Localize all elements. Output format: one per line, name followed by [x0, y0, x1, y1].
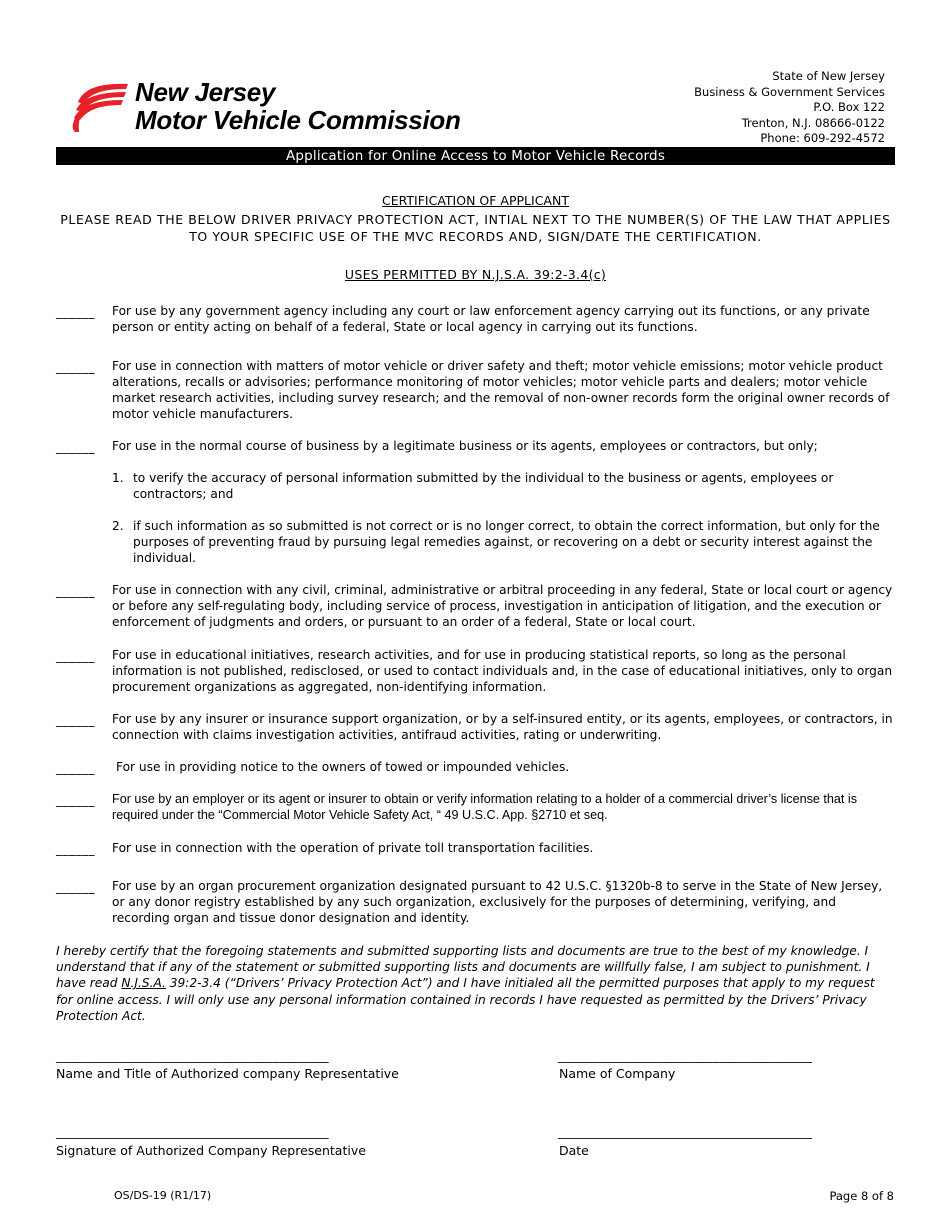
signature-line[interactable]: ____________________________________________: [56, 1125, 329, 1139]
address-line: Phone: 609-292-4572: [760, 131, 885, 145]
sub-item-number: 1.: [112, 471, 124, 485]
statute-reference: N.J.S.A.: [121, 976, 166, 991]
sub-item-text: to verify the accuracy of personal information submitted by the individual to the business or agents, employees or contractors; and: [133, 471, 834, 501]
use-text: For use in connection with the operation of private toll transportation facilities.: [112, 841, 594, 855]
certification-heading: CERTIFICATION OF APPLICANT: [382, 193, 569, 208]
address-line: State of New Jersey: [772, 69, 885, 83]
org-name-line2: Motor Vehicle Commission: [135, 105, 461, 135]
certification-statement: [56, 943, 886, 1024]
use-text: For use by an employer or its agent or insurer to obtain or verify information relating to a holder of a commercial driver’s license that is required under the “Commercial Motor Vehicle Safety Act, “ 49 U.S.C. App. §2710 et seq.: [112, 792, 858, 822]
address-line: P.O. Box 122: [813, 100, 885, 114]
use-text: For use by any insurer or insurance support organization, or by a self-insured entity, or its agents, employees, or contractors, in connection with claims investigation activities, antifraud activities, rating or underwriting.: [112, 712, 893, 742]
name-title-signature-line[interactable]: ____________________________________________: [56, 1049, 329, 1063]
certification-instructions: PLEASE READ THE BELOW DRIVER PRIVACY PROTECTION ACT, INTIAL NEXT TO THE NUMBER(S) OF THE LAW THAT APPLIES TO YOUR SPECIFIC USE OF THE MVC RECORDS AND, SIGN/DATE THE CERTIFICATION.: [60, 212, 891, 244]
uses-permitted-heading: USES PERMITTED BY N.J.S.A. 39:2-3.4(c): [344, 267, 607, 282]
use-text: For use in connection with any civil, criminal, administrative or arbitral proceeding in any federal, State or local court or agency or before any self-regulating body, including service of process, investigation in anticipation of litigation, and the execution or enforcement of judgments and orders, or pursuant to an order of a federal, State or local court.: [112, 583, 893, 629]
form-title-bar: Application for Online Access to Motor Vehicle Records: [56, 147, 895, 165]
initial-blank[interactable]: ______: [56, 584, 95, 598]
use-text: For use in the normal course of business by a legitimate business or its agents, employees or contractors, but only;: [112, 439, 818, 453]
address-line: Business & Government Services: [694, 84, 885, 99]
certification-text: 39:2-3.4 (“Drivers’ Privacy Protection Act”) and I have initialed all the permitted purposes that apply to my request for online access. I will only use any personal information contained in records I have requested as permitted by the Drivers’ Privacy Protection Act.: [56, 976, 875, 1023]
initial-blank[interactable]: ______: [56, 360, 95, 374]
use-text: For use in educational initiatives, research activities, and for use in producing statistical reports, so long as the personal information is not published, redisclosed, or used to contact individuals and, in the case of educational initiatives, only to organ procurement organizations as aggregated, non-identifying information.: [112, 648, 893, 694]
initial-blank[interactable]: ______: [56, 880, 95, 894]
signature-label: Signature of Authorized Company Representative: [56, 1143, 366, 1158]
sub-item-number: 2.: [112, 519, 124, 533]
page-number: Page 8 of 8: [829, 1189, 894, 1203]
address-block: [694, 69, 885, 147]
sub-item-text: if such information as so submitted is not correct or is no longer correct, to obtain the correct information, but only for the purposes of preventing fraud by pursuing legal remedies against, or recovering on a debt or security interest against the individual.: [133, 519, 880, 565]
initial-blank[interactable]: ______: [56, 842, 95, 856]
initial-blank[interactable]: ______: [56, 440, 95, 454]
use-text: For use in connection with matters of motor vehicle or driver safety and theft; motor vehicle emissions; motor vehicle product alterations, recalls or advisories; performance monitoring of motor vehicles; motor vehicle parts and dealers; motor vehicle market research activities, including survey research; and the removal of non-owner records form the original owner records of motor vehicle manufacturers.: [112, 359, 890, 421]
form-id: OS/DS-19 (R1/17): [114, 1189, 212, 1202]
use-text: For use by an organ procurement organization designated pursuant to 42 U.S.C. §1320b-8 to serve in the State of New Jersey, or any donor registry established by any such organization, exclusively for the purposes of determining, verifying, and recording organ and tissue donor designation and identity.: [112, 879, 883, 925]
use-text: For use by any government agency including any court or law enforcement agency carrying out its functions, or any private person or entity acting on behalf of a federal, State or local agency in carrying out its functions.: [112, 304, 870, 334]
initial-blank[interactable]: ______: [56, 793, 95, 807]
njmvc-logo-icon: [70, 80, 130, 135]
initial-blank[interactable]: ______: [56, 305, 95, 319]
date-label: Date: [559, 1143, 589, 1158]
company-name-line[interactable]: _________________________________________: [558, 1049, 813, 1063]
use-text: For use in providing notice to the owners of towed or impounded vehicles.: [116, 760, 570, 774]
company-name-label: Name of Company: [559, 1066, 676, 1081]
initial-blank[interactable]: ______: [56, 713, 95, 727]
certification-text: I hereby certify that the foregoing statements and submitted supporting lists and documents are true to the best of my knowledge. I understand that if any of the statement or submitted supporting lists and documents are willfully false, I am subject to punishment. I have read: [56, 944, 870, 991]
name-title-label: Name and Title of Authorized company Representative: [56, 1066, 399, 1081]
org-name-line1: New Jersey: [135, 77, 276, 107]
address-line: Trenton, N.J. 08666-0122: [741, 115, 885, 130]
date-line[interactable]: _________________________________________: [558, 1125, 813, 1139]
initial-blank[interactable]: ______: [56, 649, 95, 663]
initial-blank[interactable]: ______: [56, 761, 95, 775]
organization-logo-text: [135, 78, 461, 134]
